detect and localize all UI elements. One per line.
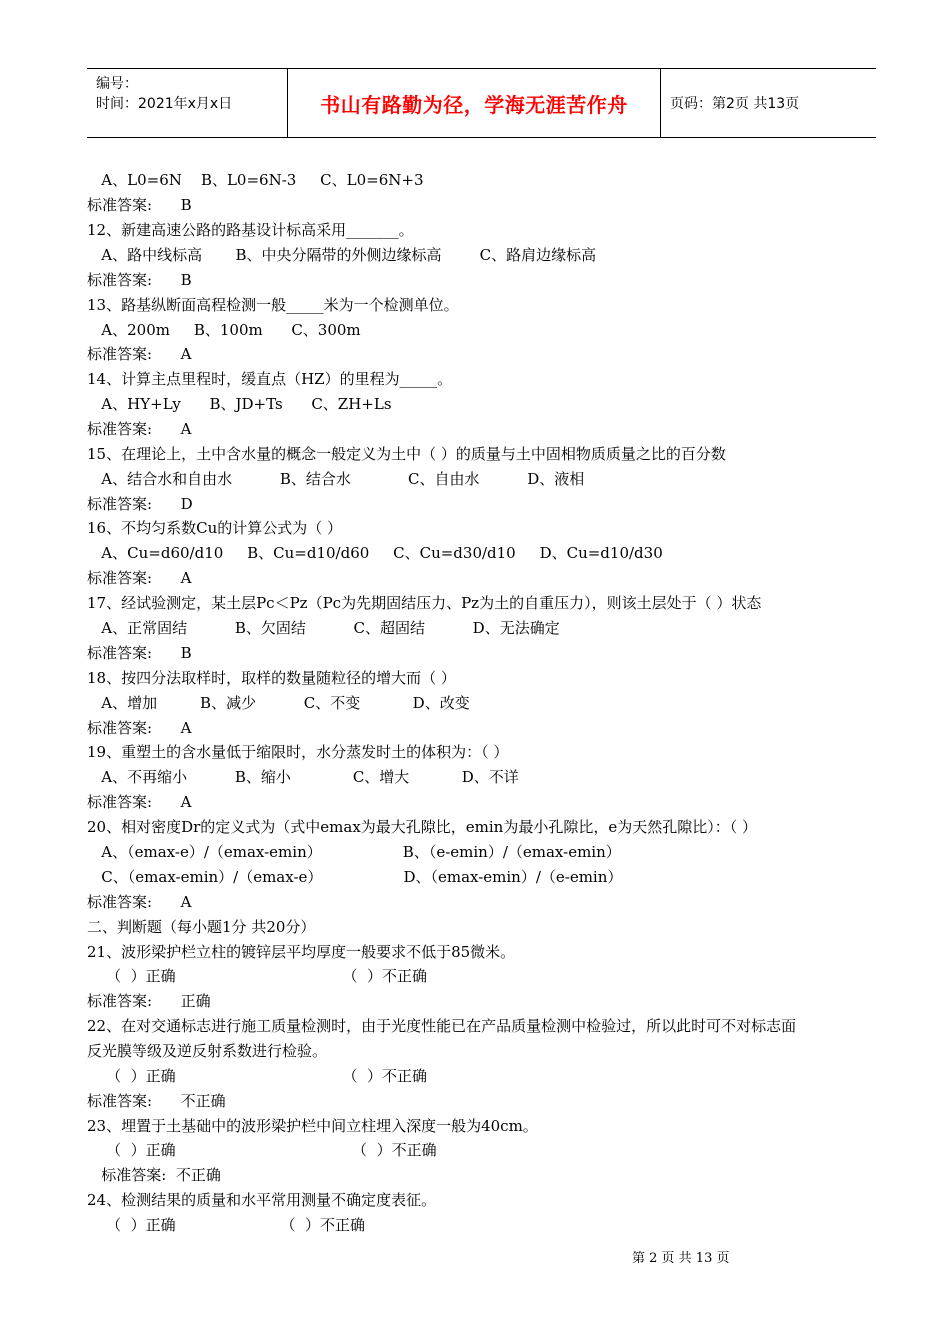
answer-line: 标准答案: A [87, 893, 192, 911]
question-line: 14、计算主点里程时，缓直点（HZ）的里程为_____。 [87, 370, 453, 388]
options-line: （ ）正确 （ ）不正确 [87, 1216, 366, 1234]
options-line: （ ）正确 （ ）不正确 [87, 1141, 437, 1159]
options-line: A、（emax-e）/（emax-emin） B、（e-emin）/（emax-emin） [87, 843, 621, 861]
section-heading: 二、判断题（每小题1分 共20分） [87, 918, 316, 936]
options-line: A、结合水和自由水 B、结合水 C、自由水 D、液相 [87, 470, 585, 488]
question-line: 23、埋置于土基础中的波形梁护栏中间立柱埋入深度一般为40cm。 [87, 1117, 538, 1135]
header-page-cell [661, 69, 876, 137]
options-line: C、（emax-emin）/（emax-e） D、（emax-emin）/（e-emin） [87, 868, 623, 886]
header-motto-cell [288, 69, 661, 137]
answer-line: 标准答案: B [87, 196, 192, 214]
question-line: 24、检测结果的质量和水平常用测量不确定度表征。 [87, 1191, 437, 1209]
number-label: 编号： [96, 76, 138, 92]
date-label: 时间：2021年x月x日 [96, 96, 233, 112]
page-footer: 第 2 页 共 13 页 [632, 1251, 730, 1266]
answer-line: 标准答案: A [87, 569, 192, 587]
options-line: A、路中线标高 B、中央分隔带的外侧边缘标高 C、路肩边缘标高 [87, 246, 597, 264]
question-line: 13、路基纵断面高程检测一般_____米为一个检测单位。 [87, 296, 459, 314]
question-line: 21、波形梁护栏立柱的镀锌层平均厚度一般要求不低于85微米。 [87, 943, 516, 961]
question-line: 17、经试验测定，某土层Pc＜Pz（Pc为先期固结压力、Pz为土的自重压力），则该土层处于（ ）状态 [87, 594, 762, 612]
question-line: 15、在理论上，土中含水量的概念一般定义为土中（ ）的质量与土中固相物质质量之比的百分数 [87, 445, 726, 463]
options-line: A、HY+Ly B、JD+Ts C、ZH+Ls [87, 395, 392, 413]
question-line: 反光膜等级及逆反射系数进行检验。 [87, 1042, 328, 1060]
header-meta-cell [87, 69, 288, 137]
text-line: A、L0=6N B、L0=6N-3 C、L0=6N+3 [87, 171, 424, 189]
answer-line: 标准答案: A [87, 719, 192, 737]
question-line: 16、不均匀系数Cu的计算公式为（ ） [87, 519, 342, 537]
question-line: 19、重塑土的含水量低于缩限时，水分蒸发时土的体积为：（ ） [87, 743, 509, 761]
motto-text: 书山有路勤为径，学海无涯苦作舟 [320, 92, 628, 117]
options-line: A、Cu=d60/d10 B、Cu=d10/d60 C、Cu=d30/d10 D、Cu=d10/d30 [87, 544, 663, 562]
options-line: A、不再缩小 B、缩小 C、增大 D、不详 [87, 768, 519, 786]
question-line: 12、新建高速公路的路基设计标高采用_______。 [87, 221, 414, 239]
options-line: A、200m B、100m C、300m [87, 321, 361, 339]
answer-line: 标准答案: 不正确 [87, 1166, 221, 1184]
answer-line: 标准答案: A [87, 420, 192, 438]
answer-line: 标准答案: A [87, 793, 192, 811]
options-line: （ ）正确 （ ）不正确 [87, 967, 428, 985]
answer-line: 标准答案: B [87, 644, 192, 662]
options-line: （ ）正确 （ ）不正确 [87, 1067, 428, 1085]
question-line: 18、按四分法取样时，取样的数量随粒径的增大而（ ） [87, 669, 456, 687]
page-header [87, 68, 876, 138]
options-line: A、增加 B、减少 C、不变 D、改变 [87, 694, 470, 712]
answer-line: 标准答案: 正确 [87, 992, 211, 1010]
options-line: A、正常固结 B、欠固结 C、超固结 D、无法确定 [87, 619, 560, 637]
question-line: 20、相对密度Dr的定义式为（式中emax为最大孔隙比，emin为最小孔隙比，e为天然孔隙比）：（ ） [87, 818, 757, 836]
question-line: 22、在对交通标志进行施工质量检测时，由于光度性能已在产品质量检测中检验过，所以此时可不对标志面 [87, 1017, 797, 1035]
page-label: 页码：第2页 共13页 [670, 96, 800, 112]
answer-line: 标准答案: 不正确 [87, 1092, 226, 1110]
answer-line: 标准答案: A [87, 345, 192, 363]
answer-line: 标准答案: D [87, 495, 193, 513]
answer-line: 标准答案: B [87, 271, 192, 289]
